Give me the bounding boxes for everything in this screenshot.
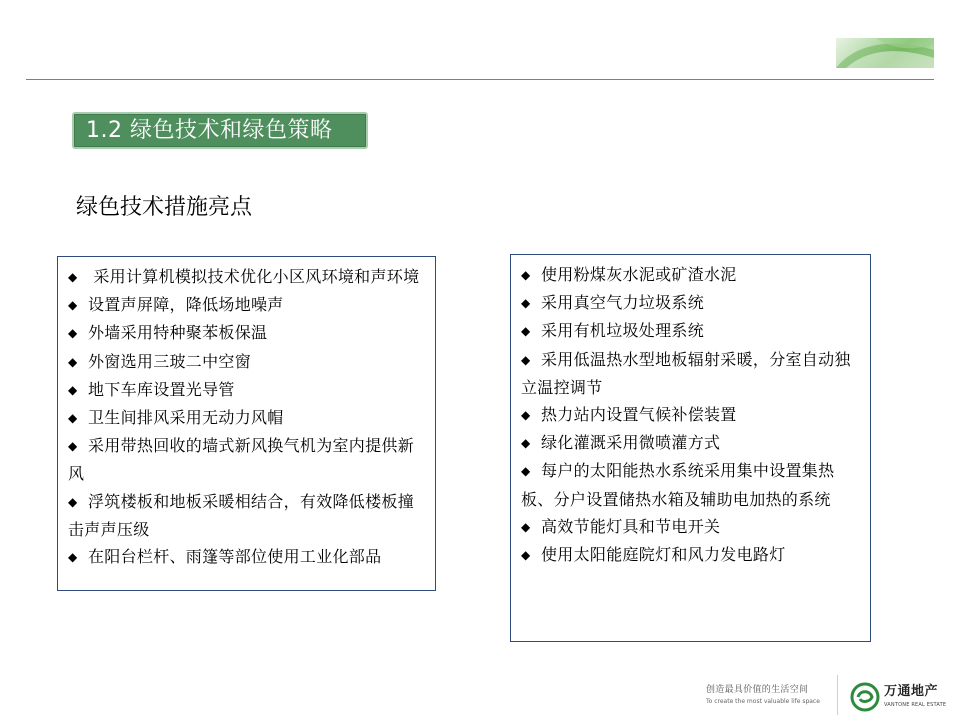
- section-tab: 1.2 绿色技术和绿色策略: [72, 112, 368, 149]
- subheading: 绿色技术措施亮点: [76, 195, 253, 220]
- bullet-item: [68, 348, 427, 376]
- bullet-item: [521, 429, 862, 457]
- footer-divider: [837, 675, 838, 715]
- diamond-bullet-icon: ◆: [68, 550, 78, 565]
- bullet-text: 设置声屏障，降低场地噪声: [88, 295, 284, 315]
- bullet-item: [521, 513, 862, 541]
- diamond-bullet-icon: ◆: [521, 324, 531, 339]
- bullet-text: 外窗选用三玻二中空窗: [88, 351, 252, 371]
- diamond-bullet-icon: ◆: [68, 270, 78, 284]
- bullet-text: 使用太阳能庭院灯和风力发电路灯: [541, 545, 786, 565]
- bullet-item: [521, 289, 862, 317]
- diamond-bullet-icon: ◆: [521, 352, 531, 367]
- right-bullet-list: [521, 261, 862, 569]
- bullet-text: 采用带热回收的墙式新风换气机为室内提供新风: [68, 436, 415, 484]
- bullet-text: 高效节能灯具和节电开关: [541, 516, 721, 536]
- bullet-item: [521, 317, 862, 345]
- bullet-item: [521, 346, 862, 401]
- diamond-bullet-icon: ◆: [68, 411, 78, 426]
- diamond-bullet-icon: ◆: [68, 326, 78, 341]
- diamond-bullet-icon: ◆: [521, 296, 531, 311]
- bullet-text: 热力站内设置气候补偿装置: [541, 405, 737, 425]
- header-logo: [836, 38, 934, 68]
- bullet-item: [521, 401, 862, 429]
- bullet-text: 外墙采用特种聚苯板保温: [88, 323, 268, 343]
- bullet-item: [68, 319, 427, 347]
- bullet-item: [68, 432, 427, 487]
- diamond-bullet-icon: ◆: [68, 382, 78, 397]
- footer-brand-en: VANTONE REAL ESTATE: [884, 702, 947, 708]
- vantone-logo-icon: [850, 682, 880, 712]
- bullet-text: 卫生间排风采用无动力风帽: [88, 408, 284, 428]
- diamond-bullet-icon: ◆: [68, 298, 78, 313]
- bullet-item: [521, 541, 862, 569]
- left-panel: [57, 256, 436, 591]
- footer-slogan-en: To create the most valuable life space: [706, 698, 820, 705]
- bullet-text: 使用粉煤灰水泥或矿渣水泥: [541, 265, 737, 284]
- bullet-text: 采用有机垃圾处理系统: [541, 321, 705, 341]
- footer-brand-cn: 万通地产: [884, 684, 939, 699]
- bullet-text: 采用低温热水型地板辐射采暖，分室自动独立温控调节: [521, 349, 851, 397]
- diamond-bullet-icon: ◆: [521, 436, 531, 451]
- bullet-item: [68, 543, 427, 571]
- header-rule: [26, 79, 934, 80]
- bullet-text: 每户的太阳能热水系统采用集中设置集热板、分户设置储热水箱及辅助电加热的系统: [521, 461, 835, 509]
- footer-slogan-cn: 创造最具价值的生活空间: [706, 685, 809, 695]
- green-swoosh-icon: [836, 38, 934, 68]
- left-bullet-list: [68, 263, 427, 571]
- bullet-item: [68, 404, 427, 432]
- diamond-bullet-icon: ◆: [521, 519, 531, 534]
- bullet-text: 采用真空气力垃圾系统: [541, 293, 705, 313]
- bullet-item: [68, 488, 427, 543]
- diamond-bullet-icon: ◆: [521, 548, 531, 563]
- diamond-bullet-icon: ◆: [68, 354, 78, 369]
- bullet-item: [68, 376, 427, 404]
- right-panel: [510, 254, 871, 642]
- bullet-item: [521, 261, 862, 289]
- diamond-bullet-icon: ◆: [521, 464, 531, 479]
- diamond-bullet-icon: ◆: [521, 408, 531, 423]
- diamond-bullet-icon: ◆: [521, 268, 531, 282]
- bullet-text: 地下车库设置光导管: [88, 379, 235, 399]
- bullet-text: 浮筑楼板和地板采暖相结合，有效降低楼板撞击声声压级: [68, 491, 415, 539]
- bullet-text: 在阳台栏杆、雨篷等部位使用工业化部品: [88, 547, 382, 567]
- bullet-item: [68, 263, 427, 291]
- diamond-bullet-icon: ◆: [68, 494, 78, 509]
- bullet-item: [68, 291, 427, 319]
- diamond-bullet-icon: ◆: [68, 439, 78, 454]
- bullet-text: 绿化灌溉采用微喷灌方式: [541, 433, 721, 453]
- bullet-text: 采用计算机模拟技术优化小区风环境和声环境: [88, 267, 420, 286]
- bullet-item: [521, 457, 862, 512]
